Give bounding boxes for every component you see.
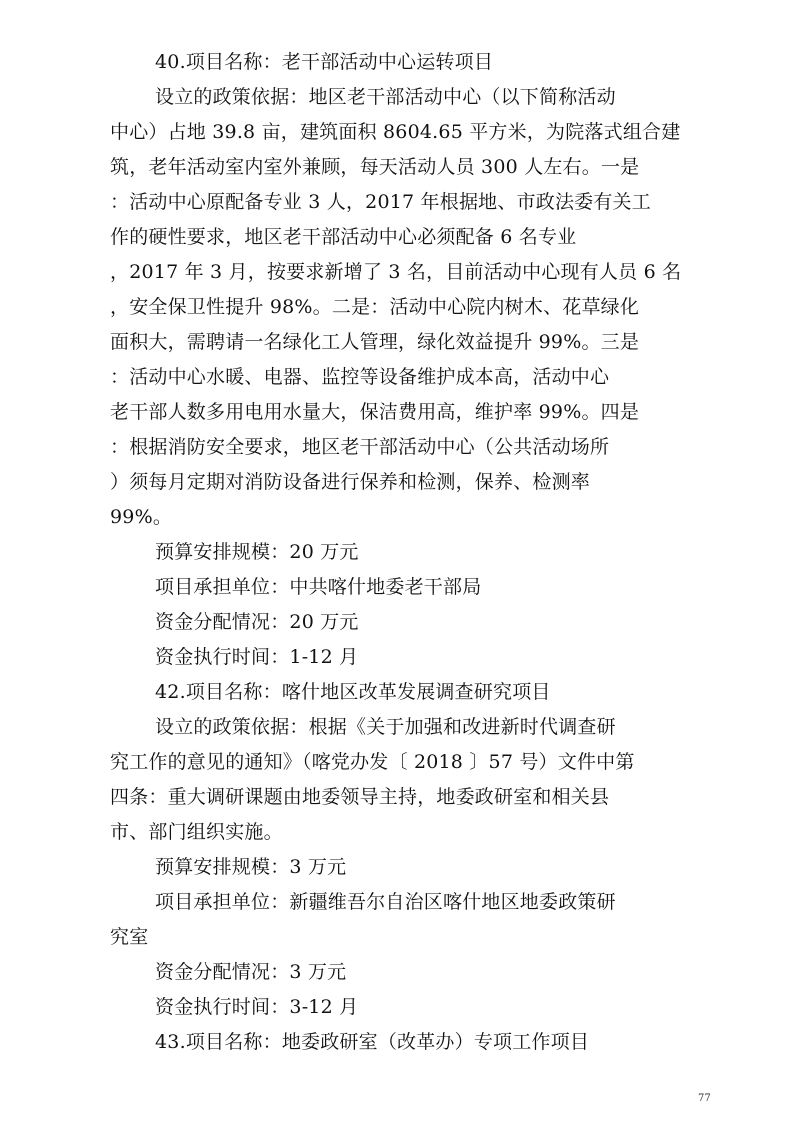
- page-number: 77: [698, 1093, 711, 1104]
- project-42-title: 42.项目名称：喀什地区改革发展调查研究项目: [155, 681, 551, 703]
- body-line: 中心）占地 39.8 亩，建筑面积 8604.65 平方米，为院落式组合建: [110, 121, 681, 143]
- body-line: ，安全保卫性提升 98%。二是：活动中心院内树木、花草绿化: [110, 296, 640, 318]
- body-line: 筑，老年活动室内室外兼顾，每天活动人员 300 人左右。一是: [110, 156, 640, 178]
- body-line: 究工作的意见的通知》（喀党办发〔 2018 〕57 号）文件中第: [110, 751, 635, 773]
- fund-allocation-42: 资金分配情况：3 万元: [155, 961, 347, 983]
- body-line: 99%。: [110, 506, 173, 528]
- execution-time-40: 资金执行时间：1-12 月: [155, 646, 359, 668]
- body-line: 设立的政策依据：根据《关于加强和改进新时代调查研: [155, 716, 616, 738]
- body-line: ，2017 年 3 月，按要求新增了 3 名，目前活动中心现有人员 6 名: [110, 261, 682, 283]
- responsible-unit-40: 项目承担单位：中共喀什地委老干部局: [155, 576, 482, 598]
- body-line: 究室: [110, 926, 149, 948]
- execution-time-42: 资金执行时间：3-12 月: [155, 996, 359, 1018]
- budget-scale-40: 预算安排规模：20 万元: [155, 541, 359, 563]
- body-line: 设立的政策依据：地区老干部活动中心（以下简称活动: [155, 86, 616, 108]
- fund-allocation-40: 资金分配情况：20 万元: [155, 611, 359, 633]
- body-line: ：活动中心原配备专业 3 人，2017 年根据地、市政法委有关工: [110, 191, 651, 213]
- body-line: ：活动中心水暖、电器、监控等设备维护成本高，活动中心: [110, 366, 610, 388]
- body-line: 老干部人数多用电用水量大，保洁费用高，维护率 99%。四是: [110, 401, 640, 423]
- body-line: ）须每月定期对消防设备进行保养和检测，保养、检测率: [110, 471, 591, 493]
- body-line: 市、部门组织实施。: [110, 821, 283, 843]
- body-line: 面积大，需聘请一名绿化工人管理，绿化效益提升 99%。三是: [110, 331, 640, 353]
- project-43-title: 43.项目名称：地委政研室（改革办）专项工作项目: [155, 1031, 590, 1053]
- budget-scale-42: 预算安排规模：3 万元: [155, 856, 347, 878]
- body-line: 四条：重大调研课题由地委领导主持，地委政研室和相关县: [110, 786, 610, 808]
- body-line: 作的硬性要求，地区老干部活动中心必须配备 6 名专业: [110, 226, 577, 248]
- project-40-title: 40.项目名称：老干部活动中心运转项目: [155, 51, 494, 73]
- responsible-unit-42: 项目承担单位：新疆维吾尔自治区喀什地区地委政策研: [155, 891, 616, 913]
- body-line: ：根据消防安全要求，地区老干部活动中心（公共活动场所: [110, 436, 610, 458]
